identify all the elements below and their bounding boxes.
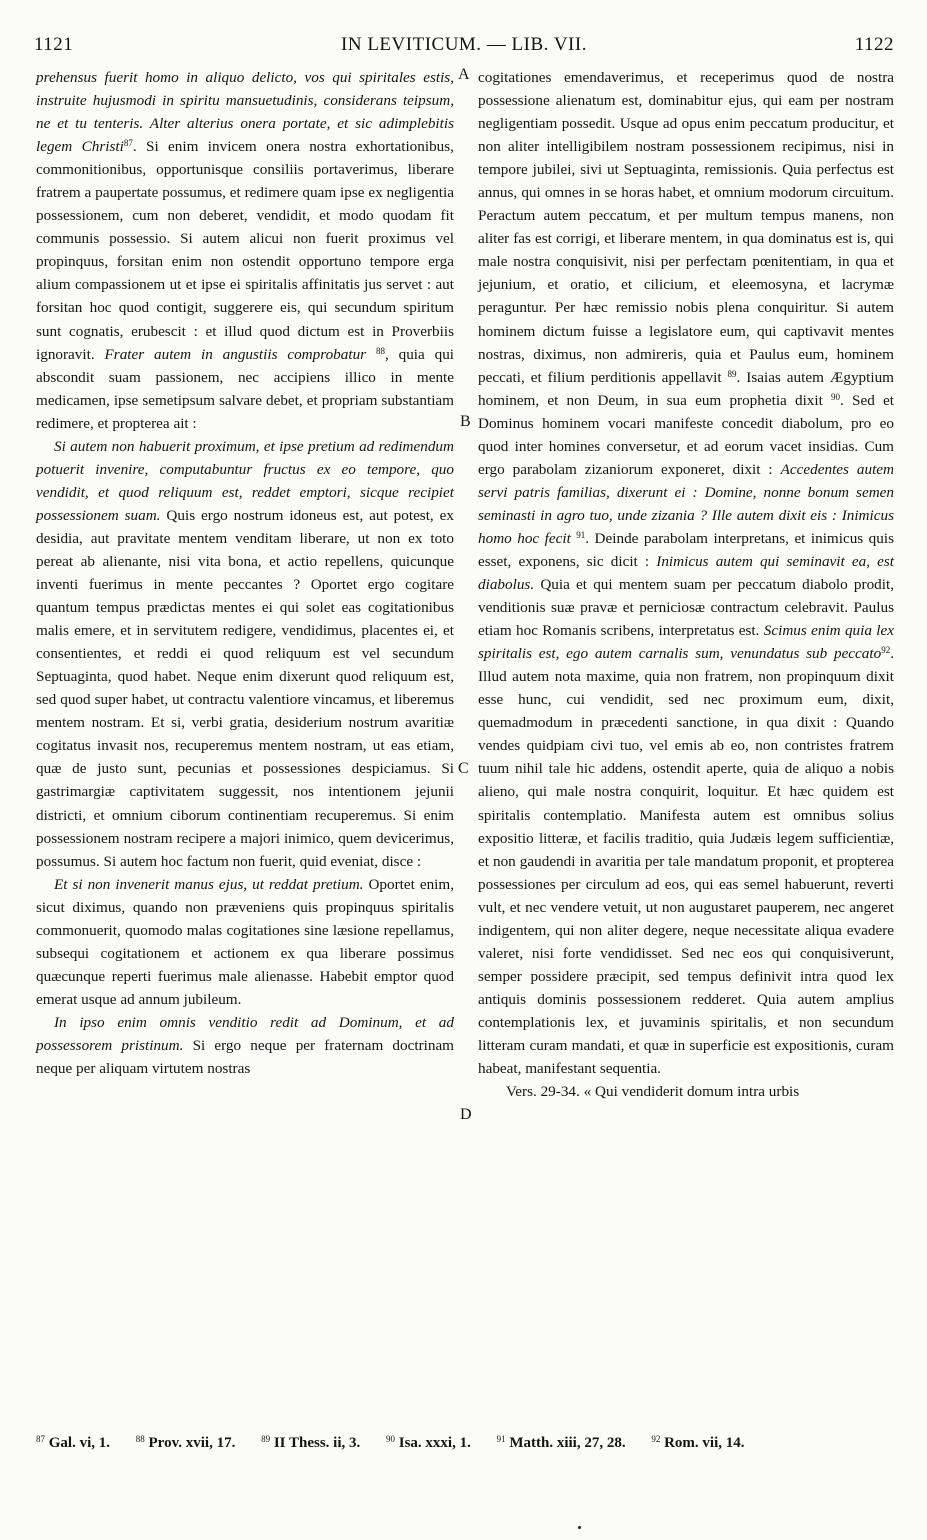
footnote-reference: Matth. xiii, 27, 28. (509, 1435, 626, 1451)
verse-label: Vers. 29-34. (506, 1083, 580, 1101)
footnote (497, 1435, 626, 1451)
left-column (36, 66, 454, 1080)
running-header (34, 34, 894, 60)
body-text: Oportet enim, sicut diximus, quando non præveniens quis propinquus spiritalis commonuerit, quomodo malas cogitationes sine læsione repellamus, subsequi cogitationem et actionem ex qua liberare possimus quæcunque reperti fuerimus male alienasse. Habebit emptor quod emerat usque ad annum jubileum. (36, 875, 454, 1008)
footnote (261, 1435, 360, 1451)
footnote-reference: Isa. xxxi, 1. (398, 1435, 471, 1451)
footnote-ref: 91 (576, 529, 586, 540)
footnote (386, 1435, 471, 1451)
body-text: . Sed et Dominus hominem vocari manifeste concedit diabolum, pro eo quod inter homines conversetur, et ad eorum vacet insidias. Cum ergo parabolam zizaniorum exponeret, dixit : (478, 391, 894, 478)
footnote-reference: Gal. vi, 1. (48, 1435, 111, 1451)
footnote-reference: Rom. vii, 14. (664, 1435, 745, 1451)
footnotes (36, 1432, 896, 1454)
scripture-quote: Si autem non habuerit proximum, et ipse pretium ad redimendum potuerit invenire, computabuntur fructus ex eo tempore, quo vendidit, et quod reliquum est, reddet emptori, sicque recipiet possessionem suam. (36, 437, 454, 524)
margin-marker-b: B (460, 413, 471, 430)
paragraph (36, 1011, 454, 1080)
body-text: . Isaias autem Ægyptium hominem, et non Deum, in sua eum prophetia dixit (478, 368, 894, 409)
margin-marker-c: C (458, 760, 469, 777)
body-text: Quia et qui mentem suam per peccatum diabolo prodit, venditionis suæ pravæ et perniciosæ contractum celebravit. Paulus etiam hoc Romanis scribens, interpretatus est. (478, 576, 895, 640)
paragraph (478, 66, 894, 1080)
scripture-quote: prehensus fuerit homo in aliquo delicto, vos qui spiritales estis, instruite hujusmodi in spiritu mansuetudinis, considerans teipsum, ne et tu tenteris. Alter alterius onera portate, et sic adimplebitis legem Christi (36, 69, 454, 156)
scripture-quote: Scimus enim quia lex spiritalis est, ego autem carnalis sum, venundatus sub peccato (478, 622, 894, 663)
footnote (36, 1435, 110, 1451)
footnote (651, 1435, 744, 1451)
body-text: Si ergo neque per fraternam doctrinam neque per aliquam virtutem nostras (36, 1036, 454, 1078)
body-text: cogitationes emendaverimus, et receperimus quod de nostra possessione alienatum est, dominabitur ejus, qui eam per nostram negligentiam possedit. Usque ad opus enim peccatum producitur, et non aliter intelligibilem nostram possessionem recipimus, nisi in tempore jubilei, sivi ut Septuaginta, remissionis. Quia perfectus est annus, qui omnes in se horas habet, et omnium modorum circuitum. Peractum autem peccatum, et per multum tempus manens, non aliter fas est corrigi, et liberare mentem, in qua dominatus est is, qui male nostra conquisivit, nisi per perfectam pœnitentiam, in qua et jejunium, et oratio, et cilicium, et eleemosyna, et lacrymæ peraguntur. Per hæc remissio nobis plena conquiritur. Si autem hominem dictum fuisse a legislatore eum, qui captivavit mentes nostras, diximus, non admireris, quia et Paulus eum, hominem peccati, et filium perditionis appellavit (478, 69, 894, 386)
paragraph (36, 873, 454, 1011)
footnote-number: 91 (496, 1434, 506, 1444)
scripture-quote: Inimicus autem qui seminavit ea, est diabolus. (478, 552, 894, 594)
footnote-ref: 88 (375, 345, 385, 356)
running-title: IN LEVITICUM. — LIB. VII. (341, 34, 587, 55)
paragraph (36, 435, 454, 873)
footnote-number: 87 (36, 1434, 45, 1444)
margin-marker-d: D (460, 1106, 472, 1123)
margin-marker-a: A (458, 66, 470, 83)
page-number-right: 1122 (854, 34, 894, 55)
footnote-ref: 87 (123, 138, 133, 149)
print-dot (578, 1526, 581, 1529)
scripture-quote: Accedentes autem servi patris familias, dixerunt ei : Domine, nonne bonum semen seminasti in agro tuo, unde zizania ? Ille autem dixit eis : Inimicus homo hoc fecit (478, 460, 895, 547)
footnote-reference: Prov. xvii, 17. (148, 1435, 236, 1451)
body-text: , quia qui abscondit suam passionem, nec accipiens illico in mente medicamen, ipse semetipsum salvare debet, et propriam substantiam redimere, et propterea ait : (36, 345, 455, 432)
body-text: Quis ergo nostrum idoneus est, aut potest, ex desidia, aut pravitate mentem venditam liberare, ut non ex toto pereat ab alienante, nisi vita bona, et actio repellens, quicunque inventi fuerimus in mente peccantes ? Oportet ergo cogitare quantum tempus prædictas mentes ei qui solet eas cogitationibus malis emere, et in servitutem redigere, vendidimus, placentes ei, et consentientes, et reddi ei quod reliquum est vel secundum Septuaginta, quod habet. Neque enim dixerunt quod reliquum est, sed quod super habet, ut contractu valentiore vincamus, et liberemus mentem nostram. Et si, verbi gratia, desiderium nostrum avaritiæ cogitatus invasit nos, recuperemus mentem nostram, ut eas etiam, quæ de justo sunt, pecunias et possessiones despiciamus. Si gastrimargiæ captivitatem suggessit, nos intentionem jejunii districti, et omnium ciborum continentiam recuperemus. Si enim possessionem nostram recipere a majori inimico, quem devicerimus, possumus. Si autem hoc factum non fuerit, quid eveniat, disce : (36, 506, 454, 870)
footnote (136, 1435, 236, 1451)
footnote-number: 88 (135, 1434, 145, 1444)
footnote-number: 90 (386, 1434, 395, 1444)
footnote-number: 92 (651, 1434, 661, 1444)
right-column (478, 66, 894, 1103)
body-text: . Deinde parabolam interpretans, et inimicus quis esset, exponens, sic dicit : (478, 529, 894, 570)
body-text: . Illud autem nota maxime, quia non fratrem, non propinquum dixit esse hunc, cui vendidit, sed nec proximum eum, dixit, quemadmodum in præcedenti sanctione, in qua dixit : Quando vendes quidpiam civi tuo, vel emis ab eo, non contristes fratrem tuum nihil tale hic addens, ostendit aperte, quia de aliquo a nobis alieno, qui male nostra conquirit, loquitur. Et hæc quidem est spiritalis contemplatio. Manifesta autem est omnibus solius expositio litteræ, et facilis traditio, quia Judæis legem sufficientiæ, et non gaudendi in avaritia per tale mandatum proponit, et propterea possessiones per circulum ad eos, qui eas semel habuerunt, reverti vult, et nec vendere vetuit, ut non augustaret pauperem, nec angeret indigentem, qui non aliter degere, neque necessitate aliqua evadere valeret, nisi forte vendidisset. Sed nec eos qui conquisiverunt, semper possidere præcipit, sed tempus definivit intra quod lex antiquis dominis possessionem redderet. Quia autem amplius contemplationis lex, et juvaminis spiritalis, et non secundum litteram curam mandati, et quæ in superficie est expositionis, curam habeat, manifestant sequentia. (478, 645, 894, 1078)
footnote-ref: 90 (831, 391, 841, 402)
footnote-reference: II Thess. ii, 3. (273, 1435, 361, 1451)
scripture-quote: Frater autem in angustiis comprobatur (104, 345, 367, 363)
scripture-quote: Et si non invenerit manus ejus, ut reddat pretium. (54, 875, 364, 893)
footnote-number: 89 (261, 1434, 271, 1444)
paragraph (36, 66, 454, 435)
body-text: . Si enim invicem onera nostra exhortationibus, commonitionibus, opportunisque consiliis portaverimus, liberare fratrem a paupertate possumus, et redimere quam ipse ex negligentia possessionem, cum non deberet, vendidit, et modo quodam fit communis possessio. Si autem alicui non fuerit proximus vel propinquus, forsitan enim non ostendit opportuno tempore erga alium compassionem ut et ipse ei spiritalis affinitatis jus servet : aut forsitan hoc quod contigit, suggerere eis, qui secundum spiritum sunt cognatis, erubescit : et illud quod dictum est in Proverbiis ignoravit. (36, 138, 454, 363)
body-text: « Qui vendiderit domum intra urbis (583, 1083, 800, 1101)
paragraph (478, 1080, 894, 1103)
footnote-ref: 89 (727, 368, 737, 379)
page-number-left: 1121 (34, 34, 74, 55)
scripture-quote: In ipso enim omnis venditio redit ad Dominum, et ad possessorem pristinum. (36, 1013, 454, 1054)
footnote-ref: 92 (881, 645, 891, 656)
